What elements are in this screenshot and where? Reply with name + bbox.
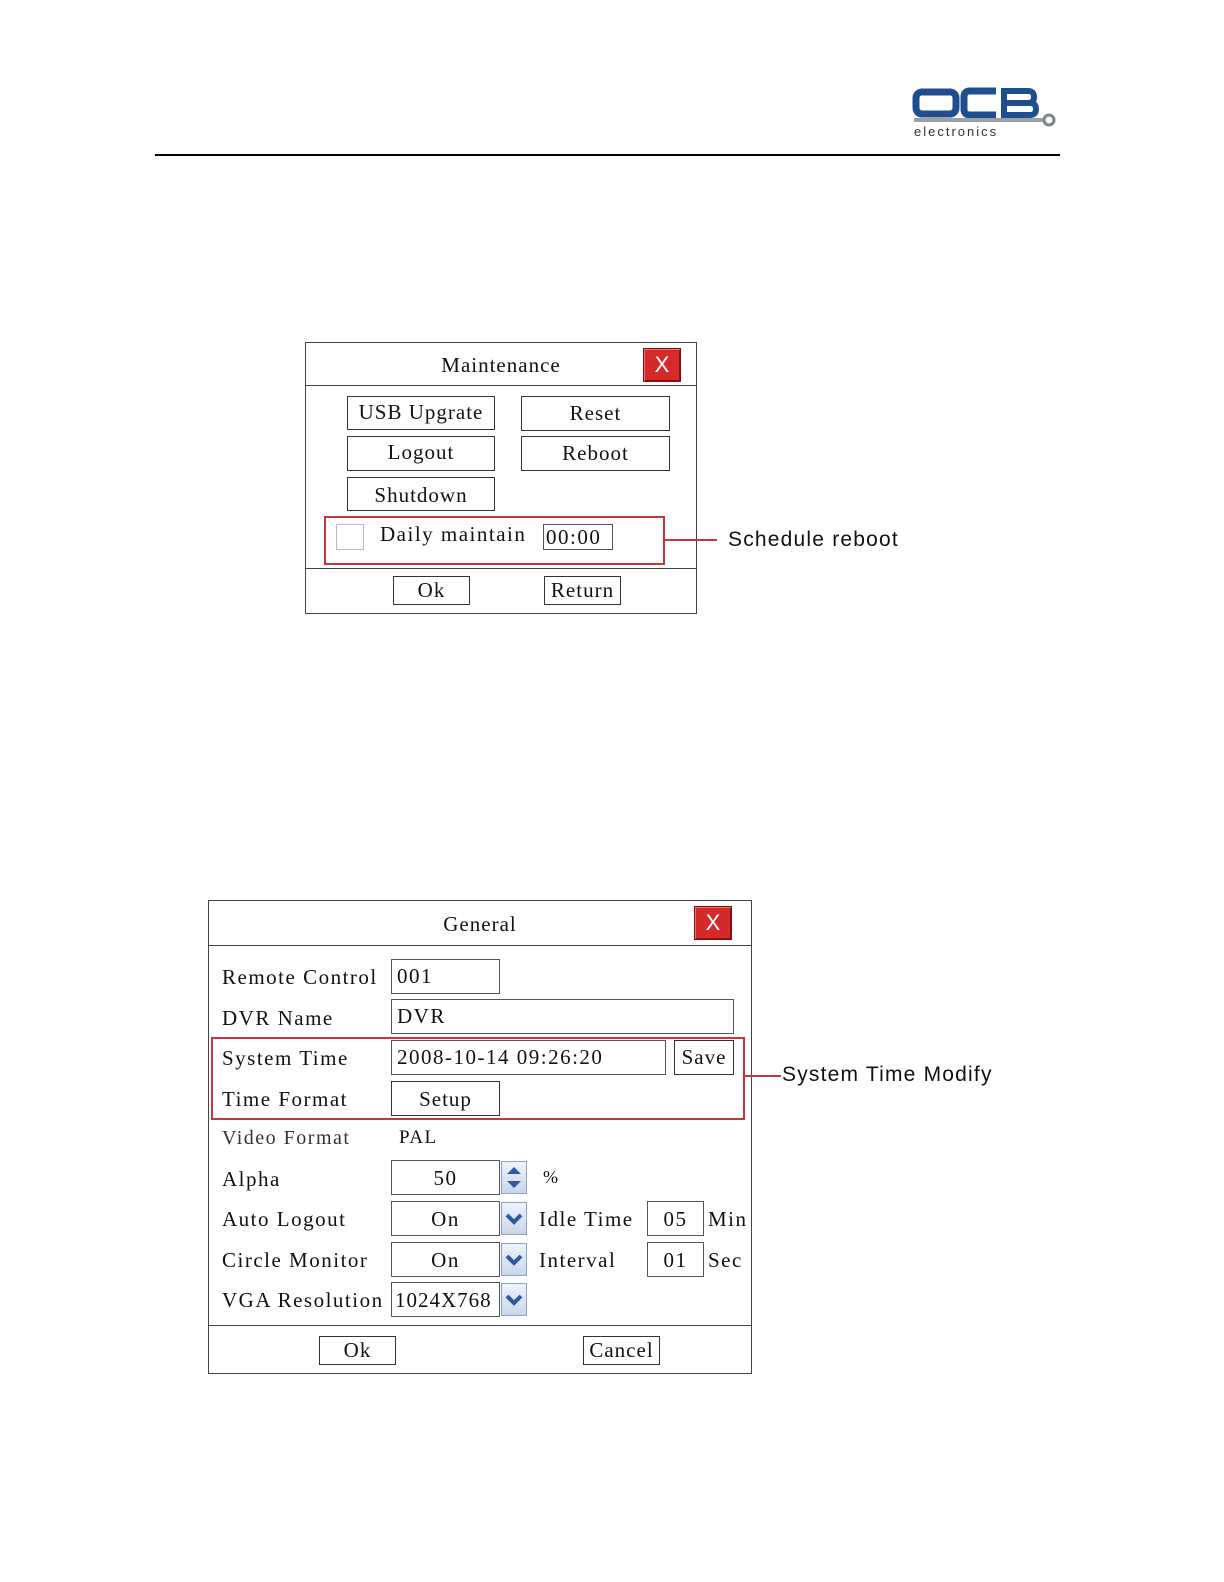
close-icon[interactable]: X bbox=[643, 348, 681, 382]
dvr-name-label: DVR Name bbox=[222, 1006, 334, 1030]
divider bbox=[209, 945, 751, 946]
system-time-label: System Time bbox=[222, 1046, 349, 1070]
general-dialog bbox=[208, 900, 752, 1374]
cancel-button[interactable]: Cancel bbox=[583, 1336, 660, 1365]
divider bbox=[209, 1325, 751, 1326]
remote-control-label: Remote Control bbox=[222, 965, 378, 989]
divider bbox=[306, 568, 696, 569]
annotation-leader bbox=[663, 539, 717, 541]
chevron-down-icon bbox=[502, 1284, 526, 1315]
annotation-leader bbox=[743, 1075, 781, 1077]
logout-button[interactable]: Logout bbox=[347, 436, 495, 471]
dvr-name-input[interactable]: DVR bbox=[391, 999, 734, 1034]
return-button[interactable]: Return bbox=[544, 576, 621, 605]
logo-subtext: electronics bbox=[914, 124, 999, 139]
circle-monitor-label: Circle Monitor bbox=[222, 1248, 369, 1272]
time-format-label: Time Format bbox=[222, 1087, 348, 1111]
daily-maintain-time-input[interactable]: 00:00 bbox=[543, 524, 613, 550]
reboot-button[interactable]: Reboot bbox=[521, 436, 670, 471]
interval-input[interactable]: 01 bbox=[647, 1242, 704, 1277]
vga-resolution-dropdown[interactable] bbox=[501, 1283, 527, 1316]
vga-resolution-label: VGA Resolution bbox=[222, 1288, 384, 1312]
maintenance-dialog bbox=[305, 342, 697, 614]
idle-time-input[interactable]: 05 bbox=[647, 1201, 704, 1236]
reset-button[interactable]: Reset bbox=[521, 396, 670, 431]
system-time-highlight bbox=[211, 1037, 745, 1120]
auto-logout-dropdown[interactable] bbox=[501, 1202, 527, 1235]
close-icon[interactable]: X bbox=[694, 906, 732, 940]
usb-upgrade-button[interactable]: USB Upgrate bbox=[347, 396, 495, 430]
system-time-input[interactable]: 2008-10-14 09:26:20 bbox=[391, 1040, 666, 1075]
time-format-setup-button[interactable]: Setup bbox=[391, 1081, 500, 1116]
idle-time-unit: Min bbox=[708, 1207, 748, 1231]
circle-monitor-select[interactable]: On bbox=[391, 1242, 500, 1277]
interval-label: Interval bbox=[539, 1248, 617, 1272]
spinner-arrows-icon bbox=[502, 1162, 526, 1193]
shutdown-button[interactable]: Shutdown bbox=[347, 477, 495, 511]
ocb-logo bbox=[912, 86, 1062, 142]
chevron-down-icon bbox=[502, 1203, 526, 1234]
general-title: General bbox=[443, 912, 517, 936]
schedule-reboot-annotation: Schedule reboot bbox=[728, 528, 899, 551]
video-format-label: Video Format bbox=[222, 1127, 351, 1149]
auto-logout-select[interactable]: On bbox=[391, 1201, 500, 1236]
auto-logout-label: Auto Logout bbox=[222, 1207, 347, 1231]
video-format-value: PAL bbox=[399, 1127, 438, 1148]
schedule-reboot-highlight bbox=[324, 516, 665, 565]
remote-control-input[interactable]: 001 bbox=[391, 959, 500, 994]
idle-time-label: Idle Time bbox=[539, 1207, 634, 1231]
header-rule bbox=[155, 154, 1060, 156]
alpha-spinner[interactable] bbox=[501, 1161, 527, 1194]
save-button[interactable]: Save bbox=[674, 1040, 734, 1075]
ok-button[interactable]: Ok bbox=[393, 576, 470, 605]
alpha-label: Alpha bbox=[222, 1167, 281, 1191]
divider bbox=[306, 385, 696, 386]
vga-resolution-select[interactable]: 1024X768 bbox=[391, 1282, 500, 1317]
system-time-annotation: System Time Modify bbox=[782, 1063, 993, 1086]
circle-monitor-dropdown[interactable] bbox=[501, 1243, 527, 1276]
ok-button[interactable]: Ok bbox=[319, 1336, 396, 1365]
alpha-unit: % bbox=[543, 1167, 560, 1187]
maintenance-title: Maintenance bbox=[441, 353, 561, 377]
alpha-input[interactable]: 50 bbox=[391, 1160, 500, 1195]
daily-maintain-label: Daily maintain bbox=[380, 522, 527, 546]
interval-unit: Sec bbox=[708, 1248, 743, 1272]
chevron-down-icon bbox=[502, 1244, 526, 1275]
